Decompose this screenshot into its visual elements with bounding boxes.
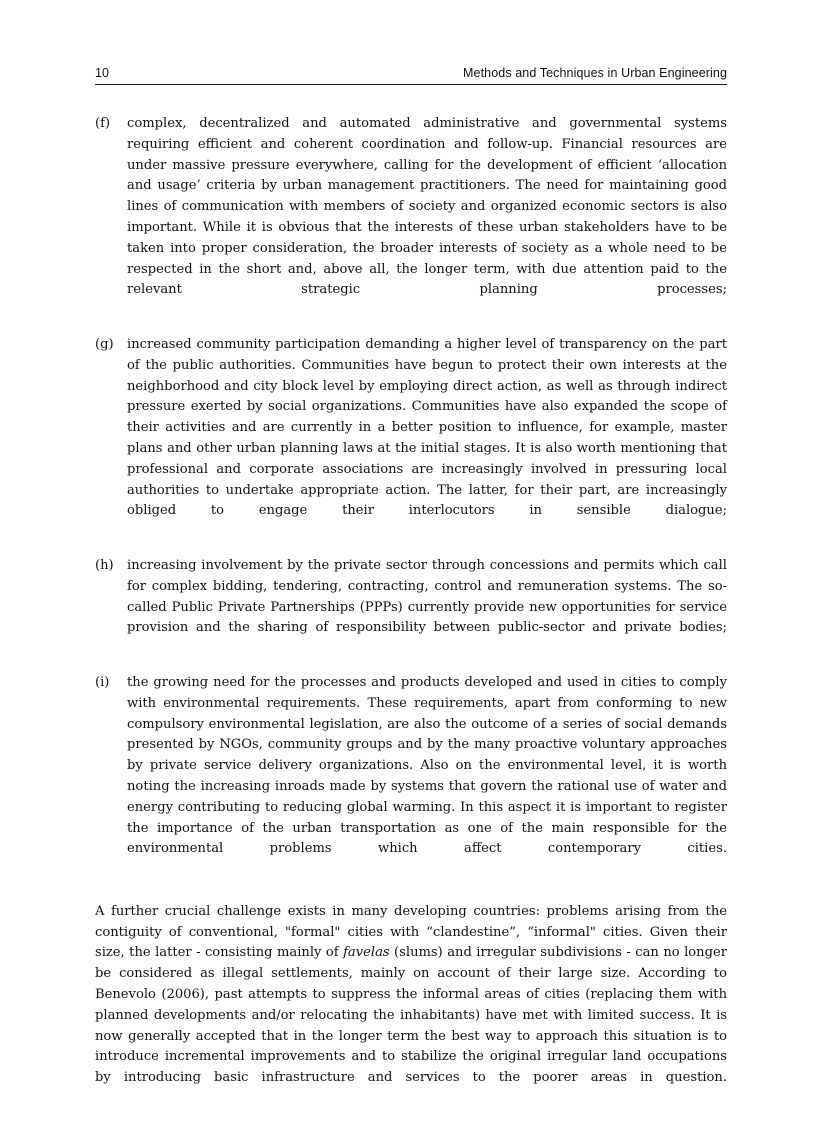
page-number: 10 <box>95 66 110 80</box>
emphasis-favelas: favelas <box>343 945 390 961</box>
list-item-text: the growing need for the processes and products developed and used in cities to comply with environmental requirements. These requirements, apart from conforming to new compulsory environmental legislation, are also the outcome of a series of social demands presented by NGOs, community groups and by the many proactive voluntary approaches by private service delivery organizations. Also on the environmental level, it is worth noting the increasing inroads made by systems that govern the rational use of water and energy contributing to reducing global warming. In this aspect it is important to register the importance of the urban transportation as one of the main responsible for the environmental problems which affect contemporary cities. <box>127 674 727 857</box>
closing-paragraph <box>95 902 727 1110</box>
running-title: Methods and Techniques in Urban Engineering <box>463 66 727 80</box>
closing-paragraph-part-1: A further crucial challenge exists in many developing countries: problems arising from the contiguity of conventional, "formal" cities with “clandestine”, “informal" cities. Given their size, the latter - consisting mainly of <box>95 903 727 961</box>
list-item-text: increased community participation demanding a higher level of transparency on the part of the public authorities. Communities have begun to protect their own interests at the neighborhood and city block level by employing direct action, as well as through indirect pressure exerted by social organizations. Communities have also expanded the scope of their activities and are currently in a better position to influence, for example, master plans and other urban planning laws at the initial stages. It is also worth mentioning that professional and corporate associations are increasingly involved in pressuring local authorities to undertake appropriate action. The latter, for their part, are increasingly obliged to engage their interlocutors in sensible dialogue; <box>127 336 727 519</box>
list-item <box>95 556 727 660</box>
list-item-label: (g) <box>95 336 114 352</box>
list-item-label: (i) <box>95 674 110 690</box>
list-item-label: (h) <box>95 557 114 573</box>
page-body <box>95 114 727 1123</box>
page-header <box>95 66 727 85</box>
list-item-text: complex, decentralized and automated administrative and governmental systems requiring efficient and coherent coordination and follow-up. Financial resources are under massive pressure everywhere, calling for the development of efficient ‘allocation and usage’ criteria by urban management practitioners. The need for maintaining good lines of communication with members of society and organized economic sectors is also important. While it is obvious that the interests of these urban stakeholders have to be taken into proper consideration, the broader interests of society as a whole need to be respected in the short and, above all, the longer term, with due attention paid to the relevant strategic planning processes; <box>127 116 727 298</box>
list-item-text: increasing involvement by the private sector through concessions and permits which call for complex bidding, tendering, contracting, control and remuneration systems. The so-called Public Private Partnerships (PPPs) currently provide new opportunities for service provision and the sharing of responsibility between public-sector and private bodies; <box>127 557 727 636</box>
closing-paragraph-part-2: (slums) and irregular subdivisions - can no longer be considered as illegal settlements, mainly on account of their large size. According to Benevolo (2006), past attempts to suppress the informal areas of cities (replacing them with planned developments and/or relocating the inhabitants) have met with limited success. It is now generally accepted that in the longer term the best way to approach this situation is to introduce incremental improvements and to stabilize the original irregular land occupations by introducing basic infrastructure and services to the poorer areas in question. <box>95 945 727 1086</box>
list-item <box>95 673 727 881</box>
list-item-label: (f) <box>95 116 111 131</box>
list-item <box>95 114 727 322</box>
list-item <box>95 335 727 543</box>
